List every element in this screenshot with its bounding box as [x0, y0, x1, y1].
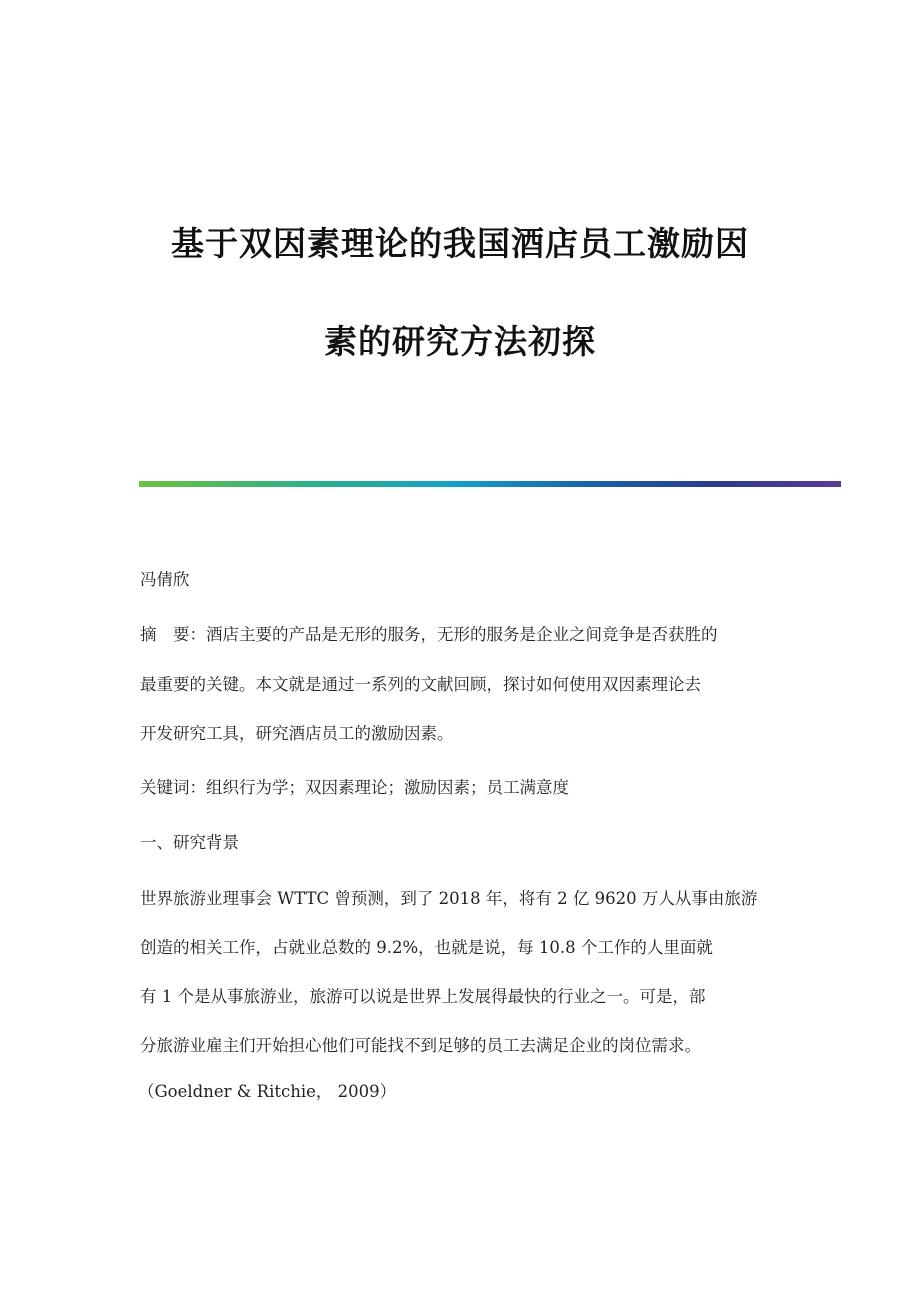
abstract-line-1: 摘 要：酒店主要的产品是无形的服务，无形的服务是企业之间竞争是否获胜的	[140, 625, 718, 644]
citation: （Goeldner & Ritchie， 2009）	[138, 1082, 397, 1101]
keywords: 关键词：组织行为学；双因素理论；激励因素；员工满意度	[140, 778, 569, 797]
abstract-line-2: 最重要的关键。本文就是通过一系列的文献回顾，探讨如何使用双因素理论去	[140, 675, 701, 694]
section-heading: 一、研究背景	[140, 833, 239, 852]
title-line-1: 基于双因素理论的我国酒店员工激励因	[171, 224, 749, 263]
paragraph-line-4: 分旅游业雇主们开始担心他们可能找不到足够的员工去满足企业的岗位需求。	[140, 1036, 701, 1055]
paragraph-line-3: 有 1 个是从事旅游业，旅游可以说是世界上发展得最快的行业之一。可是，部	[140, 987, 706, 1006]
paragraph-line-1: 世界旅游业理事会 WTTC 曾预测，到了 2018 年，将有 2 亿 9620 万人从事由旅游	[140, 889, 758, 908]
title-line-2: 素的研究方法初探	[324, 322, 596, 361]
paragraph-line-2: 创造的相关工作，占就业总数的 9.2%，也就是说，每 10.8 个工作的人里面就	[140, 938, 713, 957]
abstract-line-3: 开发研究工具，研究酒店员工的激励因素。	[140, 724, 454, 743]
gradient-divider	[139, 481, 841, 487]
author-name: 冯倩欣	[140, 570, 190, 589]
